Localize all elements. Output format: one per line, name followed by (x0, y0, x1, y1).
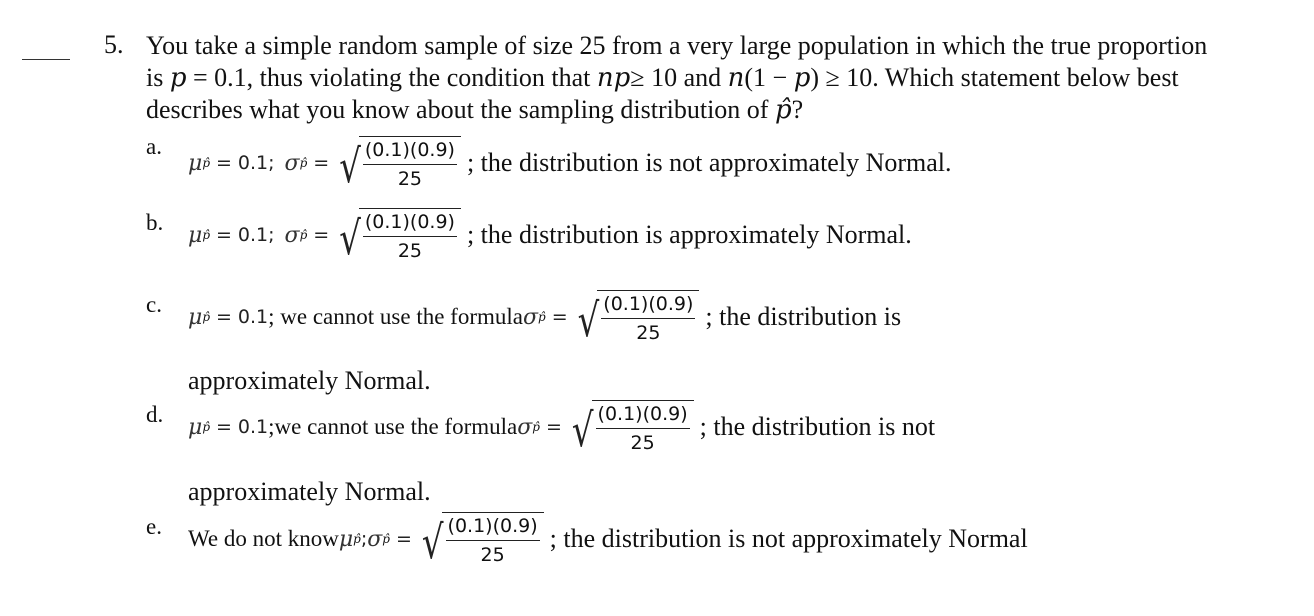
text-span: 0.1 (237, 306, 269, 328)
text-span: ; we cannot use the formula (268, 304, 523, 329)
text-span: σ (284, 222, 300, 248)
question-text (146, 30, 1296, 126)
option-e[interactable] (188, 512, 1028, 571)
question-line-3 (146, 94, 1296, 126)
text-span: np (596, 63, 631, 93)
answer-blank-line (22, 59, 70, 60)
subscript-p-hat: p̂ (299, 228, 308, 242)
fraction-numerator: (0.1)(0.9) (363, 211, 457, 237)
text-span: n (727, 63, 745, 93)
sqrt-expression (339, 136, 461, 195)
fraction (442, 512, 544, 566)
question-line-2 (146, 62, 1296, 94)
text-span: σ (522, 304, 539, 330)
subscript-p-hat: p̂ (202, 310, 210, 324)
subscript-p-hat: p̂ (202, 156, 210, 170)
option-c-continuation (188, 366, 431, 396)
text-span: p̂ (774, 95, 792, 125)
text-span: describes what you know about the sampling distribution of (146, 95, 775, 124)
fraction-denominator: 25 (397, 240, 422, 262)
fraction (597, 290, 699, 344)
text-span: ;we cannot use the formula (268, 414, 518, 439)
sqrt-expression (577, 290, 700, 349)
text-span: ; the distribution is not approximately Normal. (466, 148, 952, 177)
option-c-letter: c. (146, 292, 162, 317)
fraction (592, 400, 694, 454)
text-span: = (216, 416, 232, 438)
option-b[interactable] (188, 208, 912, 267)
text-span: ; (360, 528, 368, 550)
text-span: We do not know (188, 526, 339, 551)
fraction-numerator: (0.1)(0.9) (596, 403, 690, 429)
subscript-p-hat: p̂ (202, 228, 210, 242)
option-a[interactable] (188, 136, 952, 195)
option-a-letter: a. (146, 134, 162, 159)
text-span: σ (517, 414, 533, 440)
text-span: = 0.1, thus violating the condition that (186, 63, 597, 92)
question-line-1: You take a simple random sample of size 25 from a very large population in which the true proportion (146, 31, 1208, 60)
text-span: ≥ 10 and (630, 63, 728, 92)
radical-sign: √ (339, 212, 361, 267)
subscript-p-hat: p̂ (532, 420, 540, 434)
text-span: ; the distribution is (705, 302, 902, 331)
option-d-letter: d. (146, 402, 164, 427)
radical-sign: √ (421, 516, 444, 571)
fraction-numerator: (0.1)(0.9) (363, 139, 457, 165)
sqrt-expression (571, 400, 694, 459)
text-span: = (216, 152, 232, 174)
text-span: 0.1 (237, 416, 269, 438)
text-span: = (395, 528, 412, 550)
text-span: μ (188, 222, 203, 248)
text-span: = (545, 416, 562, 438)
option-c[interactable] (188, 290, 902, 349)
fraction-denominator: 25 (397, 168, 422, 190)
fraction-numerator: (0.1)(0.9) (601, 293, 695, 319)
text-span: 0.1 (237, 224, 269, 246)
fraction (359, 208, 461, 262)
option-d-continuation (188, 477, 431, 507)
radical-sign: √ (577, 294, 600, 349)
text-span: 0.1 (237, 152, 269, 174)
text-span: σ (367, 526, 383, 552)
subscript-p-hat: p̂ (202, 420, 210, 434)
option-d[interactable] (188, 400, 936, 459)
text-span: is (146, 63, 170, 92)
radical-sign: √ (571, 404, 594, 459)
radical-sign: √ (339, 140, 361, 195)
text-span: ; (268, 224, 275, 246)
text-span: ; (268, 152, 275, 174)
fraction (359, 136, 461, 190)
option-e-letter: e. (146, 514, 162, 539)
option-b-letter: b. (146, 210, 164, 235)
sqrt-expression (339, 208, 461, 267)
text-span: = (216, 306, 232, 328)
sqrt-expression (421, 512, 544, 571)
text-span: μ (188, 304, 203, 330)
text-span: = (216, 224, 232, 246)
subscript-p-hat: p̂ (382, 532, 390, 546)
text-span: ) ≥ 10. Which statement below best (810, 63, 1179, 92)
text-span: μ (338, 526, 354, 552)
text-span: ; the distribution is not approximately Normal (549, 524, 1028, 553)
text-span: p (169, 63, 187, 93)
fraction-numerator: (0.1)(0.9) (446, 515, 540, 541)
subscript-p-hat: p̂ (538, 310, 546, 324)
text-span: σ (284, 150, 300, 176)
text-span: ; the distribution is not (699, 412, 936, 441)
subscript-p-hat: p̂ (299, 156, 308, 170)
text-span: = (313, 152, 330, 174)
text-span: μ (188, 414, 203, 440)
text-span: ; the distribution is approximately Normal. (466, 220, 912, 249)
fraction-denominator: 25 (636, 322, 661, 344)
text-span: ? (791, 95, 804, 124)
text-span: approximately Normal. (188, 477, 431, 506)
text-span: approximately Normal. (188, 366, 431, 395)
text-span: = (313, 224, 330, 246)
text-span: μ (188, 150, 203, 176)
question-number: 5. (104, 30, 124, 59)
text-span: (1 − (744, 63, 794, 92)
subscript-p-hat: p̂ (353, 532, 361, 546)
text-span: p (793, 63, 811, 93)
text-span: = (551, 306, 568, 328)
fraction-denominator: 25 (630, 432, 655, 454)
fraction-denominator: 25 (480, 544, 505, 566)
